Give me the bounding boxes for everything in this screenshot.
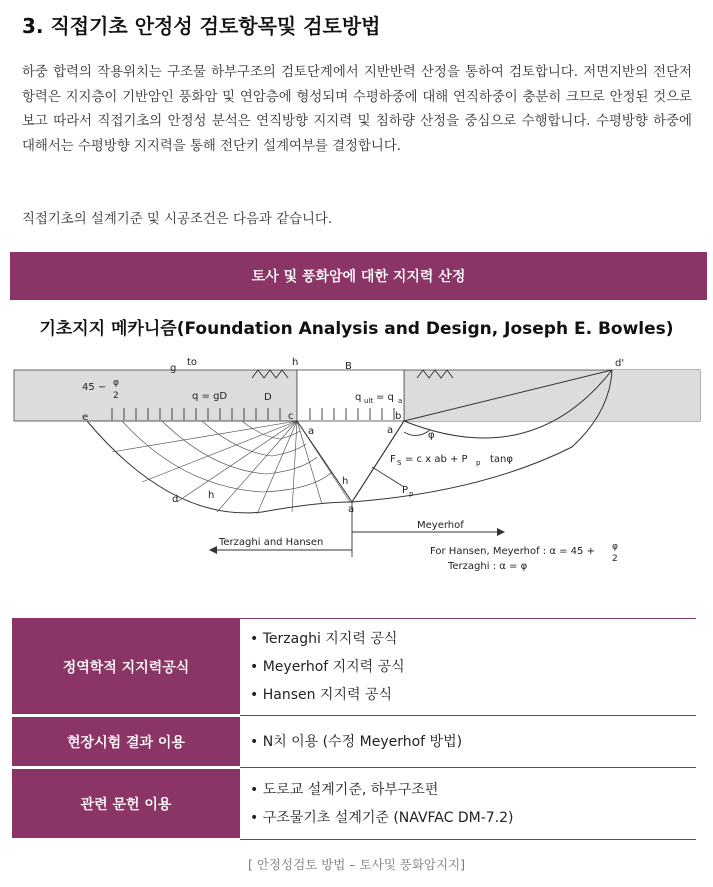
label-h-low: h: [208, 490, 215, 501]
table-row: [12, 716, 696, 768]
category-cell: 정역학적 지지력공식: [12, 619, 240, 716]
label-B: B: [345, 361, 352, 372]
label-c: c: [288, 411, 294, 422]
list-item: • N치 이용 (수정 Meyerhof 방법): [250, 728, 696, 756]
table-row: [12, 768, 696, 840]
label-fs-eq: = c x ab + P: [405, 454, 468, 465]
pp-arrow: [372, 467, 404, 487]
bearing-methods-table: [12, 618, 696, 841]
label-fs: F: [390, 454, 396, 465]
phi-arc: [404, 430, 430, 436]
label-pp: P: [402, 485, 409, 496]
bearing-capacity-banner: 토사 및 풍화암에 대한 지지력 산정: [10, 252, 707, 300]
label-d: d: [172, 494, 179, 505]
label-a3: a: [348, 504, 355, 515]
foundation-mechanism-diagram: [12, 352, 702, 584]
soil-band-left: [14, 370, 297, 421]
label-terzaghi-hansen: Terzaghi and Hansen: [219, 537, 324, 548]
label-angle-prefix: 45 −: [82, 382, 107, 393]
label-meyerhof: Meyerhof: [417, 520, 464, 531]
figure-caption: [ 안정성검토 방법 – 토사및 풍화암지지]: [248, 857, 465, 872]
label-qbar: q = gD: [192, 391, 228, 402]
list-item: • Terzaghi 지지력 공식: [250, 625, 696, 653]
category-cell: 관련 문헌 이용: [12, 768, 240, 840]
label-terzaghi-alpha: Terzaghi : α = φ: [448, 561, 528, 572]
label-phi: φ: [428, 430, 435, 441]
list-item: • Hansen 지지력 공식: [250, 681, 696, 709]
category-cell: 현장시험 결과 이용: [12, 716, 240, 768]
label-h-top: h: [292, 357, 299, 368]
label-qult-eq-sub: a: [398, 397, 403, 405]
list-item: • Meyerhof 지지력 공식: [250, 653, 696, 681]
list-item: • 구조물기초 설계기준 (NAVFAC DM-7.2): [250, 804, 696, 832]
intro-paragraph: 하중 합력의 작용위치는 구조물 하부구조의 검토단계에서 지반반력 산정을 통하여 검토합니다. 저면지반의 전단저항력은 지지층이 기반암인 풍화암 및 연암층에 형성되며 수평하중에 대해 연직하중이 충분히 크므로 안정된 것으로 보고 따라서 직접기초의 안정성 분석은 연직방향 지지력 및 침하량 산정을 중심으로 수행합니다. 수평방향 하중에 대해서는 수평방향 지지력을 통해 전단키 설계여부를 결정합니다.: [22, 65, 692, 154]
label-hansen-alpha: For Hansen, Meyerhof : α = 45 +: [430, 546, 595, 557]
label-angle-num: φ: [113, 378, 119, 388]
label-e: e: [82, 412, 89, 423]
label-qult-eq: = q: [376, 392, 394, 403]
criteria-paragraph: 직접기초의 설계기준 및 시공조건은 다음과 같습니다.: [22, 212, 333, 227]
label-a1: a: [308, 426, 315, 437]
label-h-mid: h: [342, 476, 349, 487]
label-qult-sub: ult: [364, 397, 374, 405]
label-D: D: [264, 392, 272, 403]
label-a2: a: [387, 425, 394, 436]
label-qult: q: [355, 392, 362, 403]
list-item: • 도로교 설계기준, 하부구조편: [250, 776, 696, 804]
label-fs-sub: S: [397, 459, 402, 467]
label-d-prime: d': [615, 358, 625, 369]
label-fs-p-sub: p: [476, 459, 481, 467]
label-to: to: [187, 357, 198, 368]
label-angle-den: 2: [113, 391, 119, 401]
table-row: [12, 619, 696, 716]
label-g: g: [170, 363, 177, 374]
section-title: 3. 직접기초 안정성 검토항목및 검토방법: [22, 14, 381, 38]
figure-subtitle: 기초지지 메카니즘(Foundation Analysis and Design, Joseph E. Bowles): [39, 319, 674, 339]
wedge-ca: [297, 421, 352, 502]
label-b: b: [395, 411, 402, 422]
label-pp-sub: p: [409, 490, 414, 498]
label-fs-tail: tanφ: [490, 454, 513, 465]
label-hansen-den: 2: [612, 554, 618, 564]
label-hansen-num: φ: [612, 542, 618, 552]
